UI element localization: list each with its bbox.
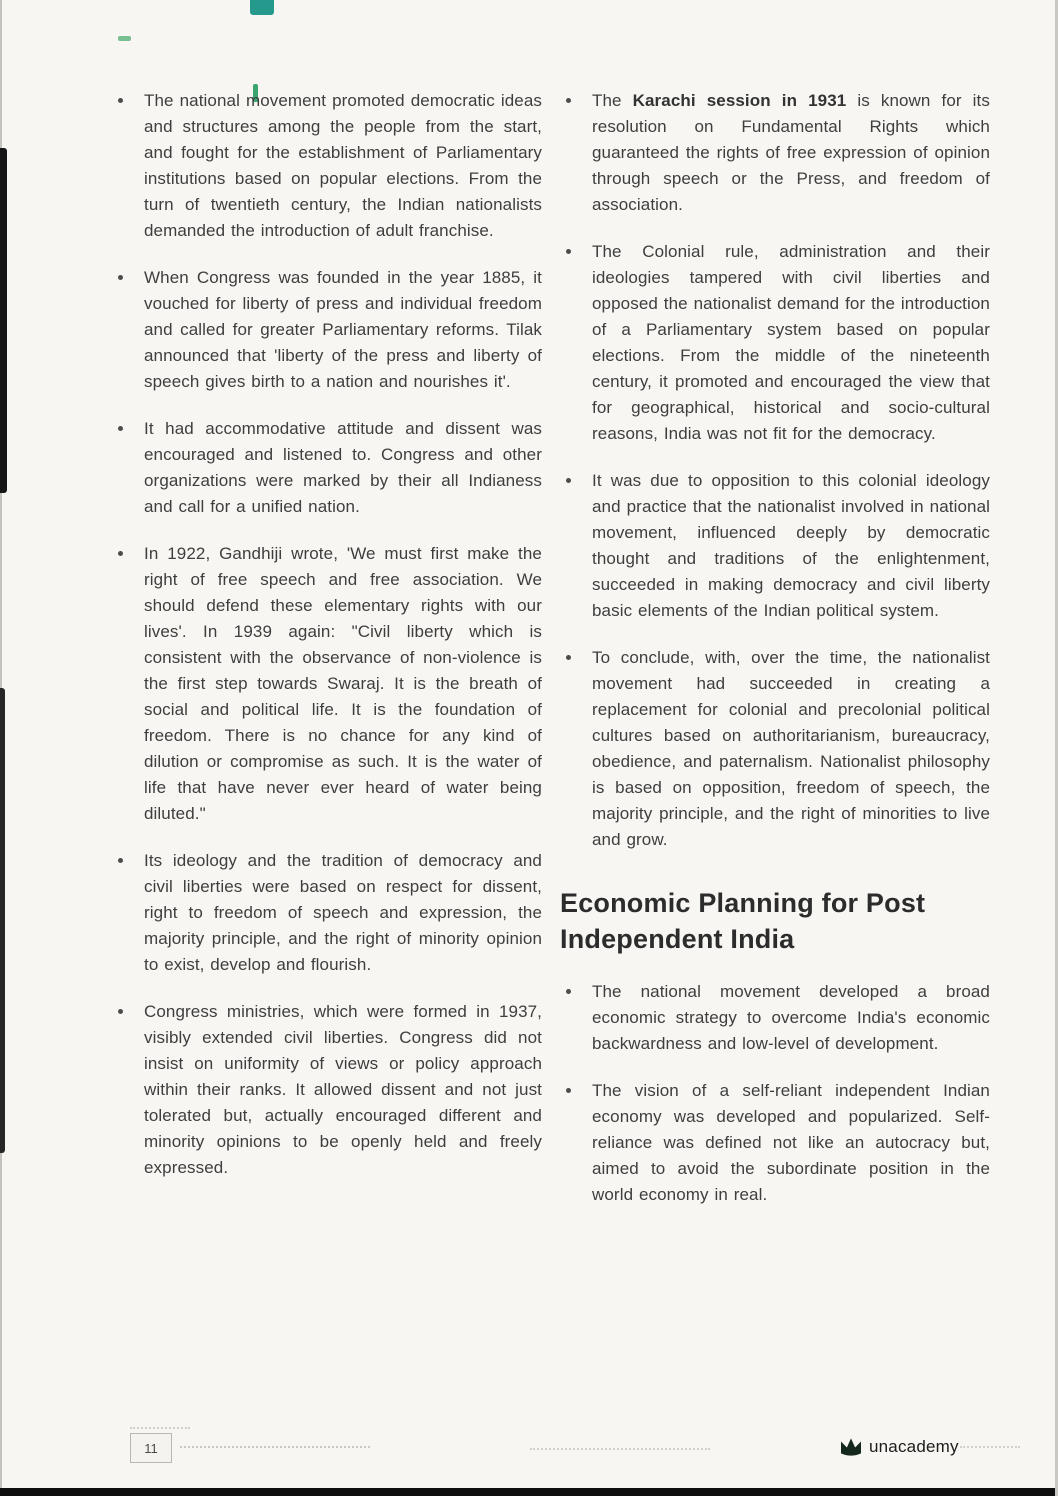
page-number: 11 — [130, 1433, 172, 1463]
right-column — [560, 88, 990, 1229]
bullet-item — [560, 88, 990, 218]
scan-artifact-ink-bar — [0, 688, 5, 1153]
bullet-text: The Colonial rule, administration and their ideologies tampered with civil liberties and opposed the nationalist demand for the introduction of a Parliamentary system based on popular elections. From the middle of the nineteenth century, it promoted and encouraged the view that for geographical, historical and socio-cultural reasons, India was not fit for the democracy. — [592, 242, 990, 443]
brand-mark — [840, 1437, 959, 1457]
scan-artifact-teal-mark — [250, 0, 274, 15]
bullet-text: The national movement promoted democratic ideas and structures among the people from the start, and fought for the establishment of Parliamentary institutions based on popular elections. From the turn of twentieth century, the Indian nationalists demanded the introduction of adult franchise. — [144, 91, 542, 240]
bullet-dot-icon — [560, 88, 592, 218]
bullet-dot-icon — [560, 468, 592, 624]
bullet-item — [112, 265, 542, 395]
bullet-text: When Congress was founded in the year 1885, it vouched for liberty of press and individual freedom and called for greater Parliamentary reforms. Tilak announced that 'liberty of the press and liberty of speech gives birth to a nation and nourishes it'. — [144, 268, 542, 391]
section-heading: Economic Planning for Post Independent India — [560, 888, 926, 954]
bullet-dot-icon — [560, 239, 592, 447]
bullet-text: The vision of a self-reliant independent Indian economy was developed and popularized. Self-reliance was defined not like an autocracy but, aimed to avoid the subordinate position in the world economy in real. — [592, 1081, 990, 1204]
bullet-text: Its ideology and the tradition of democracy and civil liberties were based on respect for dissent, right to freedom of speech and expression, the majority principle, and the right of minority opinion to exist, develop and flourish. — [144, 851, 542, 974]
bullet-text: To conclude, with, over the time, the nationalist movement had succeeded in creating a replacement for colonial and precolonial political cultures based on authoritarianism, bureaucracy, obedience, and paternalism. Nationalist philosophy is based on opposition, freedom of speech, the majority principle, and the right of minorities to live and grow. — [592, 648, 990, 849]
bullet-text: The national movement developed a broad economic strategy to overcome India's economic backwardness and low-level of development. — [592, 982, 990, 1053]
bullet-text: It was due to opposition to this colonial ideology and practice that the nationalist involved in national movement, influenced deeply by democratic thought and traditions of the enlightenment, succeeded in making democracy and civil liberty basic elements of the Indian political system. — [592, 471, 990, 620]
bullet-text-bold-segment: Karachi session in 1931 — [632, 91, 847, 110]
scan-artifact-dots — [530, 1448, 710, 1450]
bullet-text: It had accommodative attitude and dissent was encouraged and listened to. Congress and other organizations were marked by their all Indianess and call for a unified nation. — [144, 419, 542, 516]
bullet-item — [560, 468, 990, 624]
bullet-item — [560, 1078, 990, 1208]
bullet-dot-icon — [112, 265, 144, 395]
unacademy-logo-icon — [840, 1437, 862, 1457]
bullet-dot-icon — [112, 541, 144, 827]
bullet-text: Congress ministries, which were formed in 1937, visibly extended civil liberties. Congress did not insist on uniformity of views or policy approach within their ranks. It allowed dissent and not just tolerated but, actually encouraged different and minority opinions to be openly held and freely expressed. — [144, 1002, 542, 1177]
bullet-dot-icon — [560, 979, 592, 1057]
scan-artifact-ink-bar — [0, 148, 7, 493]
bullet-dot-icon — [112, 848, 144, 978]
bullet-item — [112, 848, 542, 978]
scan-artifact-dots — [130, 1427, 190, 1429]
bullet-item — [112, 88, 542, 244]
bullet-item — [112, 999, 542, 1181]
scan-artifact-bottom-line — [0, 1488, 1058, 1496]
bullet-dot-icon — [112, 416, 144, 520]
bullet-text: In 1922, Gandhiji wrote, 'We must first make the right of free speech and free association. We should defend these elementary rights with our lives'. In 1939 again: "Civil liberty which is consistent with the observance of non-violence is the first step towards Swaraj. It is the breath of social and political life. It is the foundation of freedom. There is no chance for any kind of dilution or compromise as such. It is the water of life that have never ever heard of water being diluted." — [144, 544, 542, 823]
bullet-item — [560, 239, 990, 447]
bullet-dot-icon — [560, 1078, 592, 1208]
bullet-dot-icon — [112, 88, 144, 244]
left-column — [112, 88, 542, 1202]
scan-artifact-dots — [960, 1446, 1020, 1448]
bullet-item — [112, 541, 542, 827]
scan-artifact-dots — [180, 1446, 370, 1448]
bullet-item — [112, 416, 542, 520]
bullet-text — [592, 88, 990, 218]
scan-artifact-teal-mark — [118, 36, 131, 41]
bullet-dot-icon — [560, 645, 592, 853]
bullet-dot-icon — [112, 999, 144, 1181]
bullet-item — [560, 979, 990, 1057]
brand-name: unacademy — [869, 1437, 959, 1456]
bullet-text-segment: is known for its resolution on Fundamental Rights which guaranteed the rights of free expression of opinion through speech or the Press, and freedom of association. — [592, 91, 990, 214]
bullet-text-segment: The — [592, 91, 633, 110]
bullet-item — [560, 645, 990, 853]
